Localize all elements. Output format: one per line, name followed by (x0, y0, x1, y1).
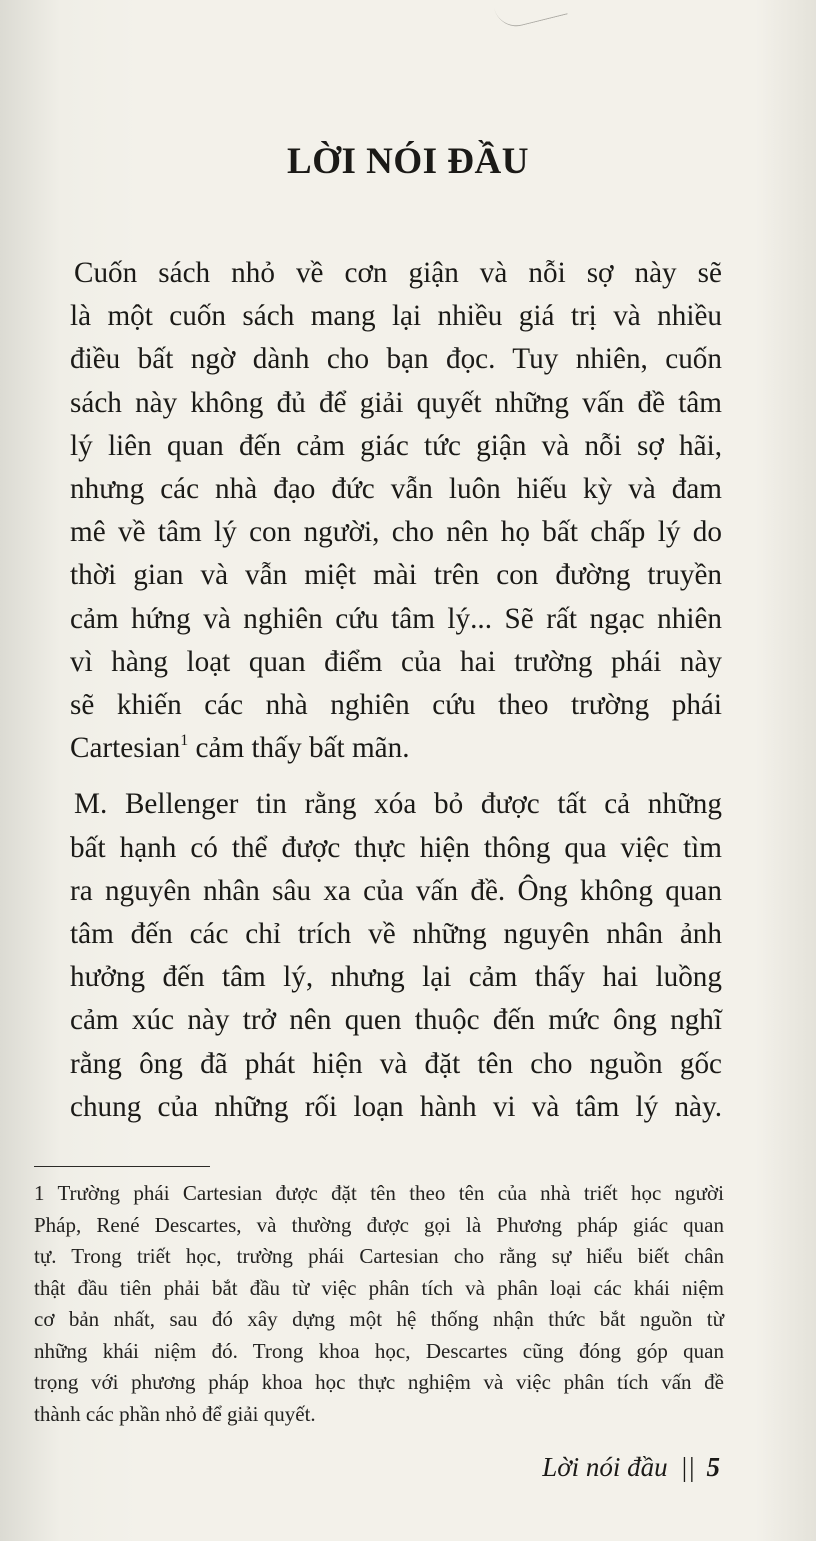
text-line: rằng ông đã phát hiện và đặt tên cho nguồn gốc (70, 1047, 722, 1080)
footer-separator: || (681, 1452, 697, 1482)
text-segment: cảm thấy bất mãn. (188, 732, 410, 765)
text-line: hưởng đến tâm lý, nhưng lại cảm thấy hai luồng (70, 961, 722, 994)
footnote-line: những khái niệm đó. Trong khoa học, Descartes cũng đóng góp quan (34, 1338, 724, 1363)
footer-section-name: Lời nói đầu (542, 1452, 668, 1482)
text-line: lý liên quan đến cảm giác tức giận và nỗi sợ hãi, (70, 429, 722, 462)
text-line: Cuốn sách nhỏ về cơn giận và nỗi sợ này sẽ (74, 257, 722, 289)
footnote-reference[interactable]: 1 (180, 732, 189, 750)
footnote-line: cơ bản nhất, sau đó xây dựng một hệ thống nhận thức bắt nguồn từ (34, 1307, 724, 1331)
footnote-divider (34, 1166, 210, 1167)
footnote-line: tự. Trong triết học, trường phái Cartesian cho rằng sự hiểu biết chân (34, 1244, 724, 1268)
text-line: M. Bellenger tin rằng xóa bỏ được tất cả những (74, 788, 722, 821)
text-line: mê về tâm lý con người, cho nên họ bất chấp lý do (70, 516, 722, 549)
text-line: chung của những rối loạn hành vi và tâm lý này. (70, 1090, 722, 1123)
running-footer (542, 1452, 720, 1483)
text-line-last (70, 727, 722, 770)
text-line: bất hạnh có thể được thực hiện thông qua việc tìm (70, 831, 722, 864)
text-line: sách này không đủ để giải quyết những vấn đề tâm (70, 386, 722, 419)
text-line: thời gian và vẫn miệt mài trên con đường truyền (70, 559, 722, 592)
footnote-line: trọng với phương pháp khoa học thực nghiệm và việc phân tích vấn đề (34, 1370, 724, 1394)
text-line: vì hàng loạt quan điểm của hai trường phái này (70, 645, 722, 678)
text-line: cảm hứng và nghiên cứu tâm lý... Sẽ rất ngạc nhiên (70, 602, 722, 635)
text-line: tâm đến các chỉ trích về những nguyên nhân ảnh (70, 918, 722, 951)
footnote-line: thành các phần nhỏ để giải quyết. (34, 1401, 316, 1426)
text-line: điều bất ngờ dành cho bạn đọc. Tuy nhiên, cuốn (70, 343, 722, 376)
footnote-line: 1 Trường phái Cartesian được đặt tên theo tên của nhà triết học người (34, 1181, 724, 1205)
text-line: cảm xúc này trở nên quen thuộc đến mức ông nghĩ (70, 1004, 722, 1037)
page-corner-mark (494, 0, 567, 31)
term-cartesian: Cartesian (70, 732, 181, 765)
text-line: sẽ khiến các nhà nghiên cứu theo trường phái (70, 689, 722, 722)
footnote-line: Pháp, René Descartes, và thường được gọi là Phương pháp giác quan (34, 1212, 724, 1237)
footnote (34, 1178, 724, 1430)
text-line: nhưng các nhà đạo đức vẫn luôn hiếu kỳ và đam (70, 473, 722, 506)
footnote-line: thật đầu tiên phải bắt đầu từ việc phân tích và phân loại các khái niệm (34, 1275, 724, 1300)
text-line: ra nguyên nhân sâu xa của vấn đề. Ông không quan (70, 874, 722, 907)
body-text (70, 252, 722, 1129)
paragraph-2 (70, 783, 722, 1129)
chapter-heading: LỜI NÓI ĐẦU (287, 141, 529, 182)
text-line: là một cuốn sách mang lại nhiều giá trị và nhiều (70, 300, 722, 333)
paragraph-1 (70, 252, 722, 770)
page-number: 5 (706, 1452, 720, 1482)
